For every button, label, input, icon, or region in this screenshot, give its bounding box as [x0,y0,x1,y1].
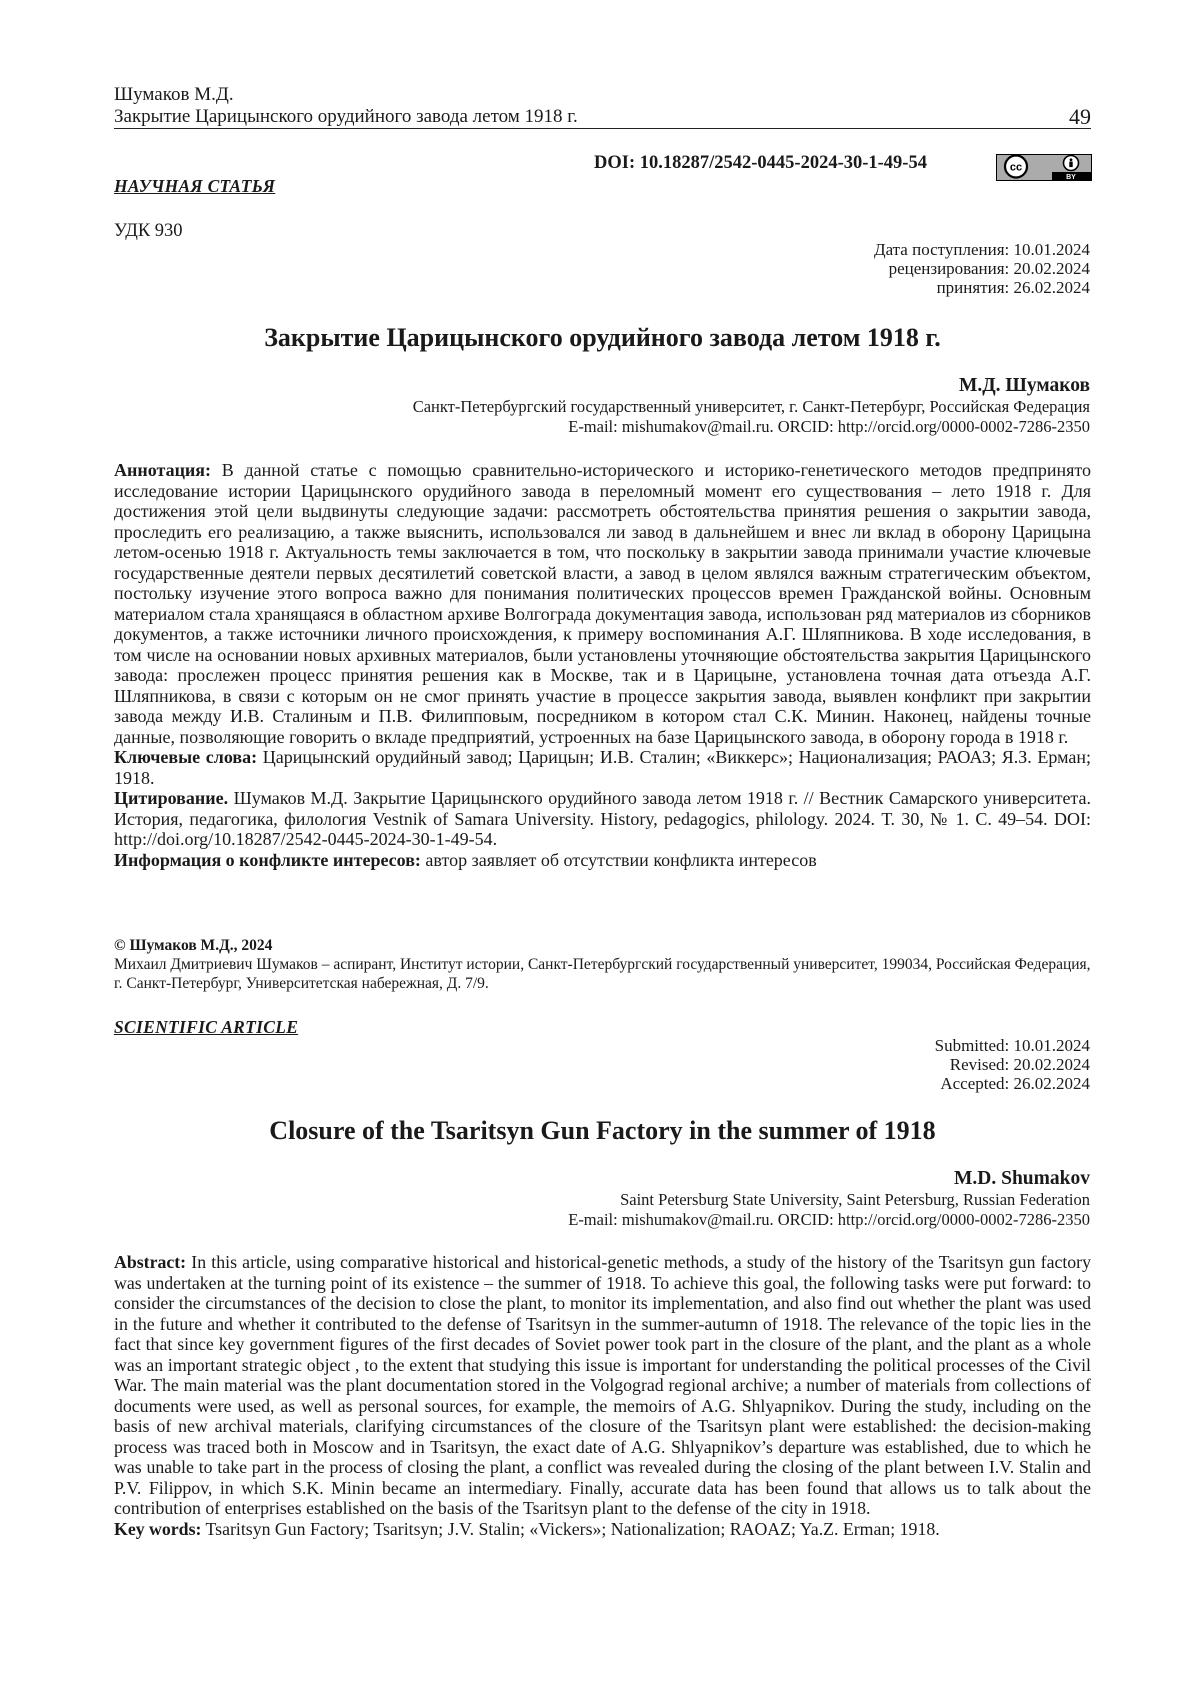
date-submitted-ru: Дата поступления: 10.01.2024 [874,240,1090,259]
date-accepted-en: Accepted: 26.02.2024 [935,1074,1090,1093]
page-number: 49 [1069,104,1091,130]
abstract-paragraph-ru [114,460,1091,747]
author-name-ru: М.Д. Шумаков [959,375,1090,397]
citation-ru [114,788,1091,850]
abstract-text-en: In this article, using comparative historical and historical-genetic methods, a study of the history of the Tsaritsyn gun factory was undertaken at the turning point of its existence – the summer of 1918. To achieve this goal, the following tasks were put forward: to consider the circumstances of the decision to close the plant, to monitor its implementation, and also find out whether the plant was used in the future and whether it contributed to the defense of Tsaritsyn in the summer-autumn of 1918. The relevance of the topic lies in the fact that since key government figures of the first decades of Soviet power took part in the closure of the plant, and the plant as a whole was an important strategic object , to the extent that studying this issue is important for understanding the political processes of the Civil War. The main material was the plant documentation stored in the Volgograd regional archive; a number of materials from collections of documents were used, as well as personal sources, for example, the memoirs of A.G. Shlyapnikov. During the study, including on the basis of new archival materials, clarifying circumstances of the closure of the Tsaritsyn plant were established: the decision-making process was traced both in Moscow and in Tsaritsyn, the exact date of A.G. Shlyapnikov’s departure was established, due to which he was unable to take part in the process of closing the plant, a conflict was revealed during the closing of the plant between I.V. Stalin and P.V. Filippov, in which S.K. Minin became an intermediary. Finally, accurate data has been found that allows us to talk about the contribution of enterprises established on the basis of the Tsaritsyn plant to the defense of the city in 1918. [114,1252,1091,1518]
article-title-en: Closure of the Tsaritsyn Gun Factory in the summer of 1918 [114,1116,1091,1146]
citation-text-ru: Шумаков М.Д. Закрытие Царицынского орудийного завода летом 1918 г. // Вестник Самарского университета. История, педагогика, филология Vestnik of Samara University. History, pedagogics, philology. 2024. Т. 30, № 1. С. 49–54. DOI: http://doi.org/10.18287/2542-0445-2024-30-1-49-54. [114,788,1091,849]
date-submitted-en: Submitted: 10.01.2024 [935,1036,1090,1055]
article-type-ru: НАУЧНАЯ СТАТЬЯ [114,176,275,197]
author-name-en: M.D. Shumakov [954,1168,1090,1190]
dates-en [935,1036,1090,1093]
cc-by-license-icon[interactable] [996,154,1092,181]
running-header-author: Шумаков М.Д. [114,84,234,106]
keywords-en [114,1519,1091,1540]
journal-page [0,0,1200,1697]
affiliation-ru [413,397,1090,437]
conflict-text-ru: автор заявляет об отсутствии конфликта интересов [425,850,816,870]
abstract-label-en: Abstract: [114,1252,186,1272]
citation-label-ru: Цитирование. [114,788,228,808]
affiliation-text-ru: Санкт-Петербургский государственный университет, г. Санкт-Петербург, Российская Федерация [413,397,1090,417]
date-reviewed-en: Revised: 20.02.2024 [935,1055,1090,1074]
header-divider [114,128,1091,129]
udk-code: УДК 930 [114,221,183,242]
date-accepted-ru: принятия: 26.02.2024 [874,278,1090,297]
abstract-en [114,1252,1091,1539]
abstract-ru [114,460,1091,870]
article-type-en: SCIENTIFIC ARTICLE [114,1017,298,1038]
doi-label: DOI: 10.18287/2542-0445-2024-30-1-49-54 [594,153,927,174]
contact-ru: E-mail: mishumakov@mail.ru. ORCID: http://orcid.org/0000-0002-7286-2350 [413,417,1090,437]
abstract-paragraph-en [114,1252,1091,1519]
abstract-label-ru: Аннотация: [114,460,211,480]
copyright-line: © Шумаков М.Д., 2024 [114,936,1091,955]
keywords-ru [114,747,1091,788]
svg-text:cc: cc [1010,162,1022,174]
conflict-ru [114,850,1091,871]
date-reviewed-ru: рецензирования: 20.02.2024 [874,259,1090,278]
copyright-block [114,936,1091,993]
affiliation-en [568,1190,1090,1230]
article-title-ru: Закрытие Царицынского орудийного завода летом 1918 г. [114,323,1091,353]
running-header-title: Закрытие Царицынского орудийного завода летом 1918 г. [114,106,578,128]
keywords-label-en: Key words: [114,1519,201,1539]
conflict-label-ru: Информация о конфликте интересов: [114,850,421,870]
affiliation-text-en: Saint Petersburg State University, Saint Petersburg, Russian Federation [568,1190,1090,1210]
keywords-text-ru: Царицынский орудийный завод; Царицын; И.В. Сталин; «Виккерс»; Национализация; РАОАЗ; Я.З. Ерман; 1918. [114,747,1091,788]
keywords-label-ru: Ключевые слова: [114,747,257,767]
contact-en: E-mail: mishumakov@mail.ru. ORCID: http://orcid.org/0000-0002-7286-2350 [568,1210,1090,1230]
dates-ru [874,240,1090,297]
abstract-text-ru: В данной статье с помощью сравнительно-исторического и историко-генетического методов предпринято исследование истории Царицынского орудийного завода в переломный момент его существования – лето 1918 г. Для достижения этой цели выдвинуты следующие задачи: рассмотреть обстоятельства принятия решения о закрытии завода, проследить его реализацию, а также выяснить, использовался ли завод в дальнейшем и внес ли вклад в оборону Царицына летом-осенью 1918 г. Актуальность темы заключается в том, что поскольку в закрытии завода принимали участие ключевые государственные деятели первых десятилетий советской власти, а завод в целом являлся важным стратегическим объектом, постольку изучение этого вопроса важно для понимания политических процессов времен Гражданской войны. Основным материалом стала хранящаяся в областном архиве Волгограда документация завода, использован ряд материалов из сборников документов, а также источники личного происхождения, к примеру воспоминания А.Г. Шляпникова. В ходе исследования, в том числе на основании новых архивных материалов, были установлены уточняющие обстоятельства закрытия Царицынского завода: прослежен процесс принятия решения как в Москве, так и в Царицыне, установлена точная дата отъезда А.Г. Шляпникова, в связи с которым он не смог принять участие в процессе закрытия завода, выявлен конфликт при закрытии завода между И.В. Сталиным и П.В. Филипповым, посредником в котором стал С.К. Минин. Наконец, найдены точные данные, позволяющие говорить о вкладе предприятий, устроенных на базе Царицынского завода, в оборону города в 1918 г. [114,460,1091,747]
keywords-text-en: Tsaritsyn Gun Factory; Tsaritsyn; J.V. Stalin; «Vickers»; Nationalization; RAOAZ; Ya.Z. Erman; 1918. [206,1519,940,1539]
svg-text:BY: BY [1066,174,1076,181]
author-info: Михаил Дмитриевич Шумаков – аспирант, Институт истории, Санкт-Петербургский государственный университет, 199034, Российская Федерация, г. Санкт-Петербург, Университетская набережная, Д. 7/9. [114,955,1091,993]
